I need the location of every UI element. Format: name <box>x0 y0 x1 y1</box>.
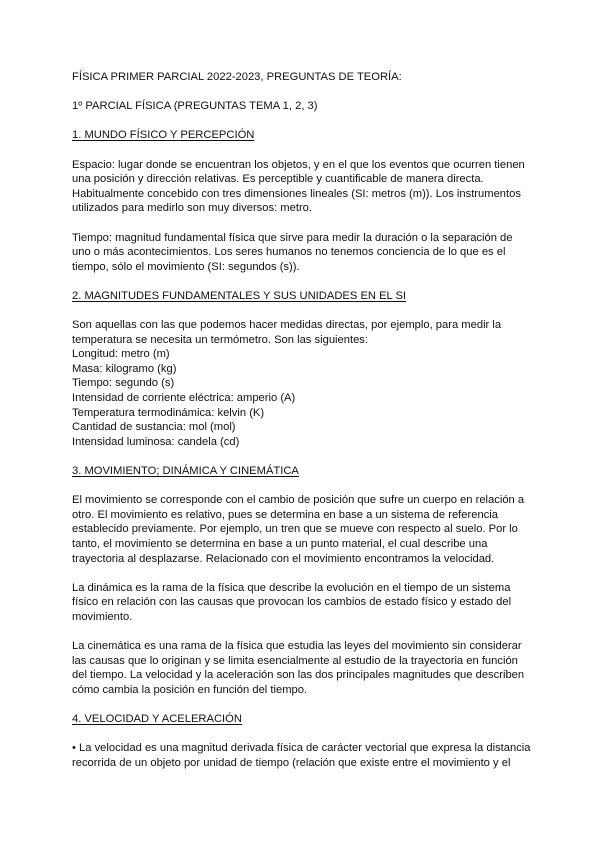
text-line: La dinámica es la rama de la física que describe la evolución en el tiempo de un sistema <box>72 581 511 594</box>
text-line: trayectoria al desplazarse. Relacionado con el movimiento encontramos la velocidad. <box>72 552 495 565</box>
text-line: temperatura se necesita un termómetro. Son las siguientes: <box>72 333 368 346</box>
text-line: recorrida de un objeto por unidad de tiempo (relación que existe entre el movimiento y el <box>72 756 511 769</box>
text-line: físico en relación con las causas que provocan los cambios de estado físico y estado del <box>72 596 512 609</box>
list-item-longitud: Longitud: metro (m) <box>72 348 170 361</box>
list-item-masa: Masa: kilogramo (kg) <box>72 362 177 375</box>
section-heading-mundo-fisico: 1. MUNDO FÍSICO Y PERCEPCIÓN <box>72 129 255 142</box>
text-line: • La velocidad es una magnitud derivada física de carácter vectorial que expresa la distancia <box>72 742 531 755</box>
text-line: las causas que lo originan y se limita esencialmente al estudio de la trayectoria en función <box>72 654 518 667</box>
list-item-cantidad-sustancia: Cantidad de sustancia: mol (mol) <box>72 421 236 434</box>
paragraph-dinamica <box>72 581 540 625</box>
list-item-tiempo: Tiempo: segundo (s) <box>72 377 175 390</box>
text-line: tanto, el movimiento se determina en base a un punto material, el cual describe una <box>72 538 488 550</box>
text-line: del tiempo. La velocidad y la aceleración son las dos principales magnitudes que describen <box>72 669 525 682</box>
text-line: movimiento. <box>72 610 133 623</box>
document-subtitle: 1º PARCIAL FÍSICA (PREGUNTAS TEMA 1, 2, 3) <box>72 100 318 113</box>
paragraph-magnitudes-list <box>72 318 540 449</box>
text-line: Habitualmente concebido con tres dimensiones lineales (SI: metros (m)). Los instrumentos <box>72 187 521 200</box>
text-line: La cinemática es una rama de la física que estudia las leyes del movimiento sin considerar <box>72 640 522 653</box>
text-line: cómo cambia la posición en función del tiempo. <box>72 683 308 696</box>
paragraph-tiempo <box>72 231 540 275</box>
document-title: FÍSICA PRIMER PARCIAL 2022-2023, PREGUNTAS DE TEORÍA: <box>72 71 402 83</box>
paragraph-espacio <box>72 158 540 216</box>
section-heading-velocidad: 4. VELOCIDAD Y ACELERACIÓN <box>72 713 242 726</box>
list-item-temperatura: Temperatura termodinámica: kelvin (K) <box>72 406 265 419</box>
text-line: utilizados para medirlo son muy diversos: metro. <box>72 202 313 215</box>
text-line: una posición y dirección relativas. Es perceptible y cuantificable de manera directa. <box>72 173 484 186</box>
text-line: El movimiento se corresponde con el cambio de posición que sufre un cuerpo en relación a <box>72 494 525 507</box>
text-line: uno o más acontecimientos. Los seres humanos no tenemos conciencia de lo que es el <box>72 246 506 259</box>
text-line: tiempo, sólo el movimiento (SI: segundos (s)). <box>72 260 300 273</box>
section-heading-movimiento: 3. MOVIMIENTO; DINÁMICA Y CINEMÁTICA <box>72 465 299 478</box>
text-line: Son aquellas con las que podemos hacer medidas directas, por ejemplo, para medir la <box>72 319 502 332</box>
paragraph-cinematica <box>72 639 540 697</box>
list-item-intensidad-corriente: Intensidad de corriente eléctrica: amperio (A) <box>72 392 296 405</box>
paragraph-velocidad <box>72 741 540 770</box>
text-line: Tiempo: magnitud fundamental física que sirve para medir la duración o la separación de <box>72 231 513 244</box>
text-line: establecido previamente. Por ejemplo, un tren que se mueve con respecto al suelo. Por lo <box>72 523 518 536</box>
list-item-intensidad-luminosa: Intensidad luminosa: candela (cd) <box>72 435 240 448</box>
paragraph-movimiento <box>72 493 540 566</box>
text-line: Espacio: lugar donde se encuentran los objetos, y en el que los eventos que ocurren tienen <box>72 158 525 171</box>
text-line: otro. El movimiento es relativo, pues se determina en base a un sistema de referencia <box>72 508 498 521</box>
section-heading-magnitudes: 2. MAGNITUDES FUNDAMENTALES Y SUS UNIDADES EN EL SI <box>72 289 407 302</box>
